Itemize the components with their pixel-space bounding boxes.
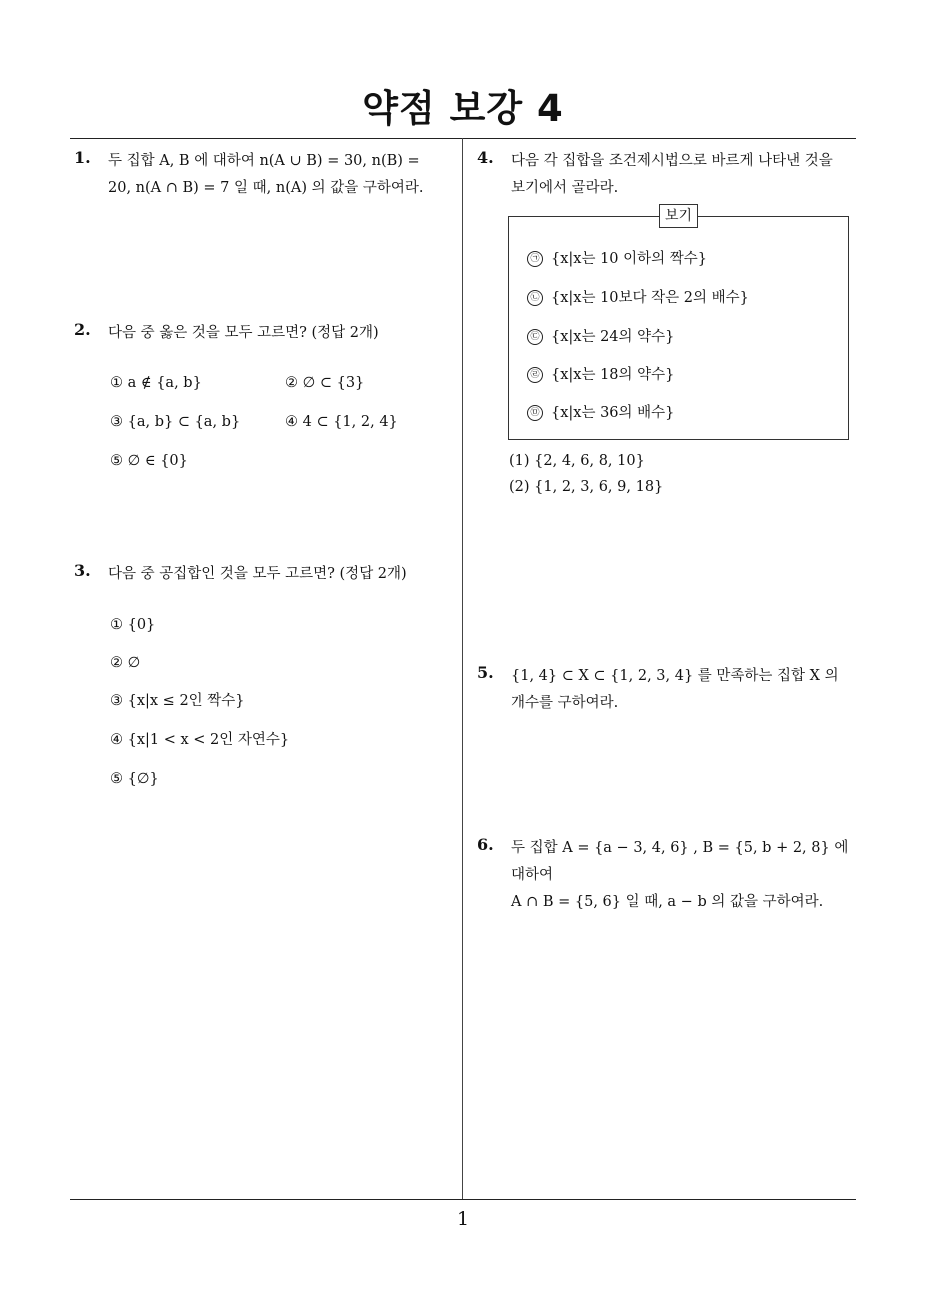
- bogi-mark: ㉤: [527, 405, 543, 421]
- choice-2: ② ∅ ⊂ {3}: [285, 375, 365, 391]
- problem-text: 개수를 구하여라.: [511, 695, 619, 711]
- problem-2: [74, 320, 456, 347]
- problem-text: 보기에서 골라라.: [511, 180, 619, 196]
- bogi-label: 보기: [659, 204, 698, 228]
- bogi-text: {x|x는 24의 약수}: [551, 329, 675, 345]
- problem-number: 3.: [74, 561, 91, 580]
- column-divider: [462, 138, 463, 1200]
- problem-number: 5.: [477, 663, 494, 682]
- bogi-text: {x|x는 10보다 작은 2의 배수}: [551, 290, 749, 306]
- bogi-item: [527, 403, 674, 423]
- choice-4: ④ {x|1 < x < 2인 자연수}: [110, 732, 290, 748]
- choice-2: ② ∅: [110, 655, 141, 671]
- bogi-mark: ㉢: [527, 329, 543, 345]
- problem-number: 2.: [74, 320, 91, 339]
- bogi-mark: ㉡: [527, 290, 543, 306]
- problem-text: 두 집합 A, B 에 대하여 n(A ∪ B) = 30, n(B) =: [108, 153, 420, 169]
- problem-text: 20, n(A ∩ B) = 7 일 때, n(A) 의 값을 구하여라.: [108, 180, 424, 196]
- bogi-item: [527, 249, 707, 269]
- bogi-mark: ㉠: [527, 251, 543, 267]
- choice-3: ③ {x|x ≤ 2인 짝수}: [110, 693, 245, 709]
- page-title: 약점 보강 4: [362, 87, 564, 130]
- problem-number: 1.: [74, 148, 91, 167]
- choice-1: ① a ∉ {a, b}: [110, 375, 202, 391]
- problem-text: 다음 중 공집합인 것을 모두 고르면? (정답 2개): [108, 566, 407, 582]
- problem-text: A ∩ B = {5, 6} 일 때, a − b 의 값을 구하여라.: [511, 894, 824, 910]
- bogi-mark: ㉣: [527, 367, 543, 383]
- problem-number: 4.: [477, 148, 494, 167]
- bogi-item: [527, 327, 674, 347]
- bogi-text: {x|x는 36의 배수}: [551, 405, 675, 421]
- problem-5: [477, 663, 859, 717]
- problem-4: [477, 148, 859, 202]
- top-rule: [70, 138, 856, 139]
- problem-3: [74, 561, 456, 588]
- problem-1: [74, 148, 456, 202]
- choice-4: ④ 4 ⊂ {1, 2, 4}: [285, 414, 398, 430]
- bogi-box: [508, 208, 849, 440]
- choice-1: ① {0}: [110, 617, 156, 633]
- sub-question-1: (1) {2, 4, 6, 8, 10}: [509, 453, 645, 469]
- bogi-text: {x|x는 10 이하의 짝수}: [551, 251, 708, 267]
- bogi-item: [527, 365, 674, 385]
- problem-text: {1, 4} ⊂ X ⊂ {1, 2, 3, 4} 를 만족하는 집합 X 의: [511, 668, 839, 684]
- page-number: 1: [456, 1208, 470, 1230]
- bottom-rule: [70, 1199, 856, 1200]
- bogi-item: [527, 288, 749, 308]
- choice-5: ⑤ {∅}: [110, 771, 159, 787]
- problem-number: 6.: [477, 835, 494, 854]
- sub-question-2: (2) {1, 2, 3, 6, 9, 18}: [509, 479, 664, 495]
- choice-3: ③ {a, b} ⊂ {a, b}: [110, 414, 241, 430]
- problem-text: 대하여: [511, 867, 554, 883]
- problem-text: 다음 각 집합을 조건제시법으로 바르게 나타낸 것을: [511, 153, 833, 169]
- problem-6: [477, 835, 859, 916]
- problem-text: 다음 중 옳은 것을 모두 고르면? (정답 2개): [108, 325, 379, 341]
- problem-text: 두 집합 A = {a − 3, 4, 6} , B = {5, b + 2, 8} 에: [511, 840, 849, 856]
- choice-5: ⑤ ∅ ∈ {0}: [110, 453, 188, 469]
- bogi-text: {x|x는 18의 약수}: [551, 367, 675, 383]
